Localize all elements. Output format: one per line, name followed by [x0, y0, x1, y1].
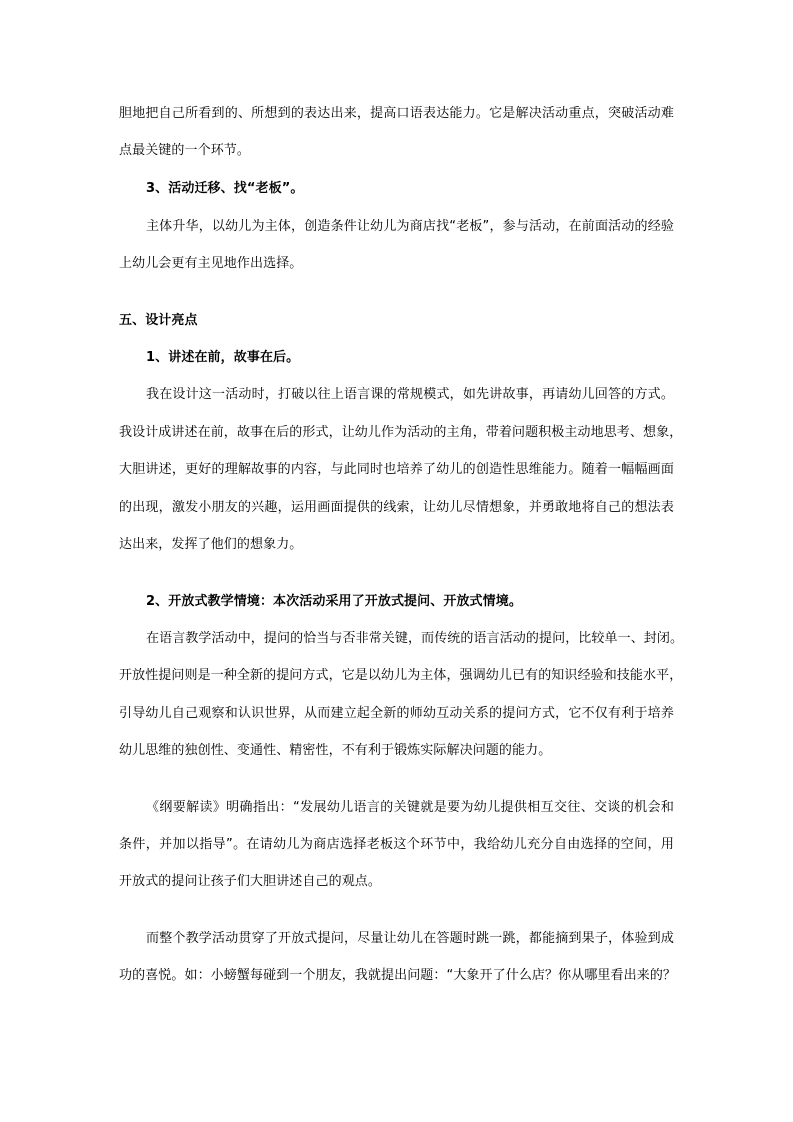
- subsection-heading: 3、活动迁移、找“老板”。: [146, 181, 304, 196]
- paragraph-line: 点最关键的一个环节。: [119, 143, 251, 158]
- paragraph-line: 条件，并加以指导”。在请幼儿为商店选择老板这个环节中，我给幼儿充分自由选择的空间，用: [119, 837, 674, 852]
- paragraph-line: 《纲要解读》明确指出：“发展幼儿语言的关键就是要为幼儿提供相互交往、交谈的机会和: [146, 800, 674, 815]
- paragraph-line: 主体升华，以幼儿为主体，创造条件让幼儿为商店找“老板”，参与活动，在前面活动的经验: [146, 219, 674, 234]
- paragraph-line: 上幼儿会更有主见地作出选择。: [119, 256, 303, 271]
- paragraph-line: 大胆讲述，更好的理解故事的内容，与此同时也培养了幼儿的创造性思维能力。随着一幅幅画面: [119, 462, 674, 477]
- paragraph-line: 开放式的提问让孩子们大胆讲述自己的观点。: [119, 874, 382, 889]
- paragraph-line: 胆地把自己所看到的、所想到的表达出来，提高口语表达能力。它是解决活动重点，突破活动难: [119, 106, 674, 121]
- paragraph-line: 的出现，激发小朋友的兴趣，运用画面提供的线索，让幼儿尽情想象，并勇敢地将自己的想法表: [119, 500, 674, 515]
- paragraph-line: 功的喜悦。如：小螃蟹每碰到一个朋友，我就提出问题：“大象开了什么店？你从哪里看出来的？: [119, 968, 677, 983]
- paragraph-line: 开放性提问则是一种全新的提问方式，它是以幼儿为主体，强调幼儿已有的知识经验和技能水平，: [119, 668, 683, 683]
- paragraph-line: 我在设计这一活动时，打破以往上语言课的常规模式，如先讲故事，再请幼儿回答的方式。: [146, 387, 674, 402]
- paragraph-line: 我设计成讲述在前，故事在后的形式，让幼儿作为活动的主角，带着问题积极主动地思考、想象，: [119, 425, 683, 440]
- subsection-heading: 2、开放式教学情境：本次活动采用了开放式提问、开放式情境。: [146, 594, 522, 609]
- subsection-heading: 1、讲述在前，故事在后。: [146, 350, 300, 365]
- paragraph-line: 引导幼儿自己观察和认识世界，从而建立起全新的师幼互动关系的提问方式，它不仅有利于培养: [119, 706, 674, 721]
- paragraph-line: 幼儿思维的独创性、变通性、精密性，不有利于锻炼实际解决问题的能力。: [119, 743, 552, 758]
- section-heading: 五、设计亮点: [119, 313, 198, 328]
- paragraph-line: 而整个教学活动贯穿了开放式提问，尽量让幼儿在答题时跳一跳，都能摘到果子，体验到成: [146, 931, 674, 946]
- paragraph-line: 在语言教学活动中，提问的恰当与否非常关键，而传统的语言活动的提问，比较单一、封闭。: [146, 631, 684, 646]
- paragraph-line: 达出来，发挥了他们的想象力。: [119, 537, 303, 552]
